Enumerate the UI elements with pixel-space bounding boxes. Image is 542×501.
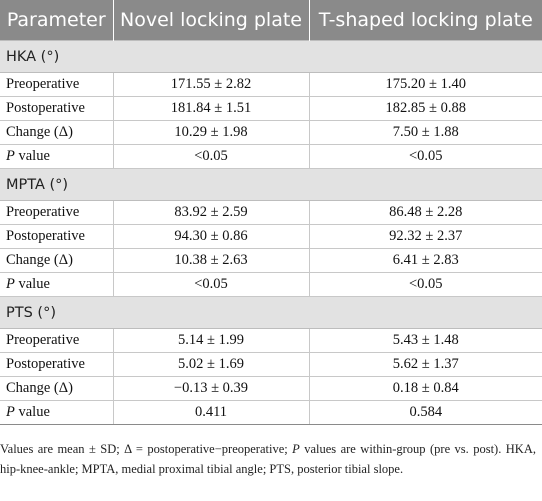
table-row — [0, 121, 542, 145]
cell-t-shaped: 6.41 ± 2.83 — [309, 249, 542, 273]
table-row — [0, 201, 542, 225]
cell-novel: 10.29 ± 1.98 — [113, 121, 309, 145]
row-label: Preoperative — [0, 73, 113, 97]
header-t-shaped-locking-plate: T-shaped locking plate — [309, 0, 542, 41]
cell-t-shaped: 92.32 ± 2.37 — [309, 225, 542, 249]
row-label: Postoperative — [0, 97, 113, 121]
footnote-part1: Values are mean ± SD; Δ = postoperative−preoperative; — [0, 442, 293, 456]
cell-novel: 181.84 ± 1.51 — [113, 97, 309, 121]
row-label: Change (Δ) — [0, 121, 113, 145]
cell-t-shaped: 86.48 ± 2.28 — [309, 201, 542, 225]
cell-novel: 5.14 ± 1.99 — [113, 329, 309, 353]
table-footnote — [0, 440, 536, 479]
table-header-row — [0, 0, 542, 41]
table-row — [0, 273, 542, 297]
cell-novel: 83.92 ± 2.59 — [113, 201, 309, 225]
row-label-italic: P — [6, 276, 15, 292]
header-novel-locking-plate: Novel locking plate — [113, 0, 309, 41]
cell-novel: −0.13 ± 0.39 — [113, 377, 309, 401]
cell-t-shaped: 5.43 ± 1.48 — [309, 329, 542, 353]
cell-novel: 171.55 ± 2.82 — [113, 73, 309, 97]
cell-novel: 5.02 ± 1.69 — [113, 353, 309, 377]
cell-novel: 94.30 ± 0.86 — [113, 225, 309, 249]
table-body — [0, 41, 542, 425]
row-label: Change (Δ) — [0, 249, 113, 273]
cell-t-shaped: 175.20 ± 1.40 — [309, 73, 542, 97]
row-label: Change (Δ) — [0, 377, 113, 401]
table-row — [0, 377, 542, 401]
header-parameter: Parameter — [0, 0, 113, 41]
row-label-rest: value — [14, 148, 50, 164]
row-label-italic: P — [6, 404, 15, 420]
row-label — [0, 273, 113, 297]
table-row — [0, 353, 542, 377]
row-label-rest: value — [14, 404, 50, 420]
row-label: Postoperative — [0, 225, 113, 249]
table-row — [0, 225, 542, 249]
table-row — [0, 329, 542, 353]
table-row — [0, 145, 542, 169]
footnote-part2: values are within-group (pre vs. post). HKA, hip-knee-ankle; MPTA, medial proximal tibial angle; PTS, posterior tibial slope. — [0, 442, 536, 476]
cell-novel: <0.05 — [113, 273, 309, 297]
cell-t-shaped: <0.05 — [309, 145, 542, 169]
section-title: PTS (°) — [0, 297, 542, 329]
row-label-rest: value — [14, 276, 50, 292]
section-row — [0, 297, 542, 329]
table-row — [0, 97, 542, 121]
cell-novel: <0.05 — [113, 145, 309, 169]
section-row — [0, 41, 542, 73]
table-row — [0, 401, 542, 425]
row-label-italic: P — [6, 148, 15, 164]
cell-t-shaped: 0.584 — [309, 401, 542, 425]
section-title: MPTA (°) — [0, 169, 542, 201]
row-label: Postoperative — [0, 353, 113, 377]
cell-t-shaped: 0.18 ± 0.84 — [309, 377, 542, 401]
row-label — [0, 401, 113, 425]
row-label: Preoperative — [0, 201, 113, 225]
table-row — [0, 249, 542, 273]
cell-t-shaped: 182.85 ± 0.88 — [309, 97, 542, 121]
footnote-p-italic: P — [292, 442, 300, 456]
cell-novel: 10.38 ± 2.63 — [113, 249, 309, 273]
cell-t-shaped: 5.62 ± 1.37 — [309, 353, 542, 377]
table-row — [0, 73, 542, 97]
cell-t-shaped: 7.50 ± 1.88 — [309, 121, 542, 145]
cell-novel: 0.411 — [113, 401, 309, 425]
cell-t-shaped: <0.05 — [309, 273, 542, 297]
row-label — [0, 145, 113, 169]
section-row — [0, 169, 542, 201]
row-label: Preoperative — [0, 329, 113, 353]
section-title: HKA (°) — [0, 41, 542, 73]
